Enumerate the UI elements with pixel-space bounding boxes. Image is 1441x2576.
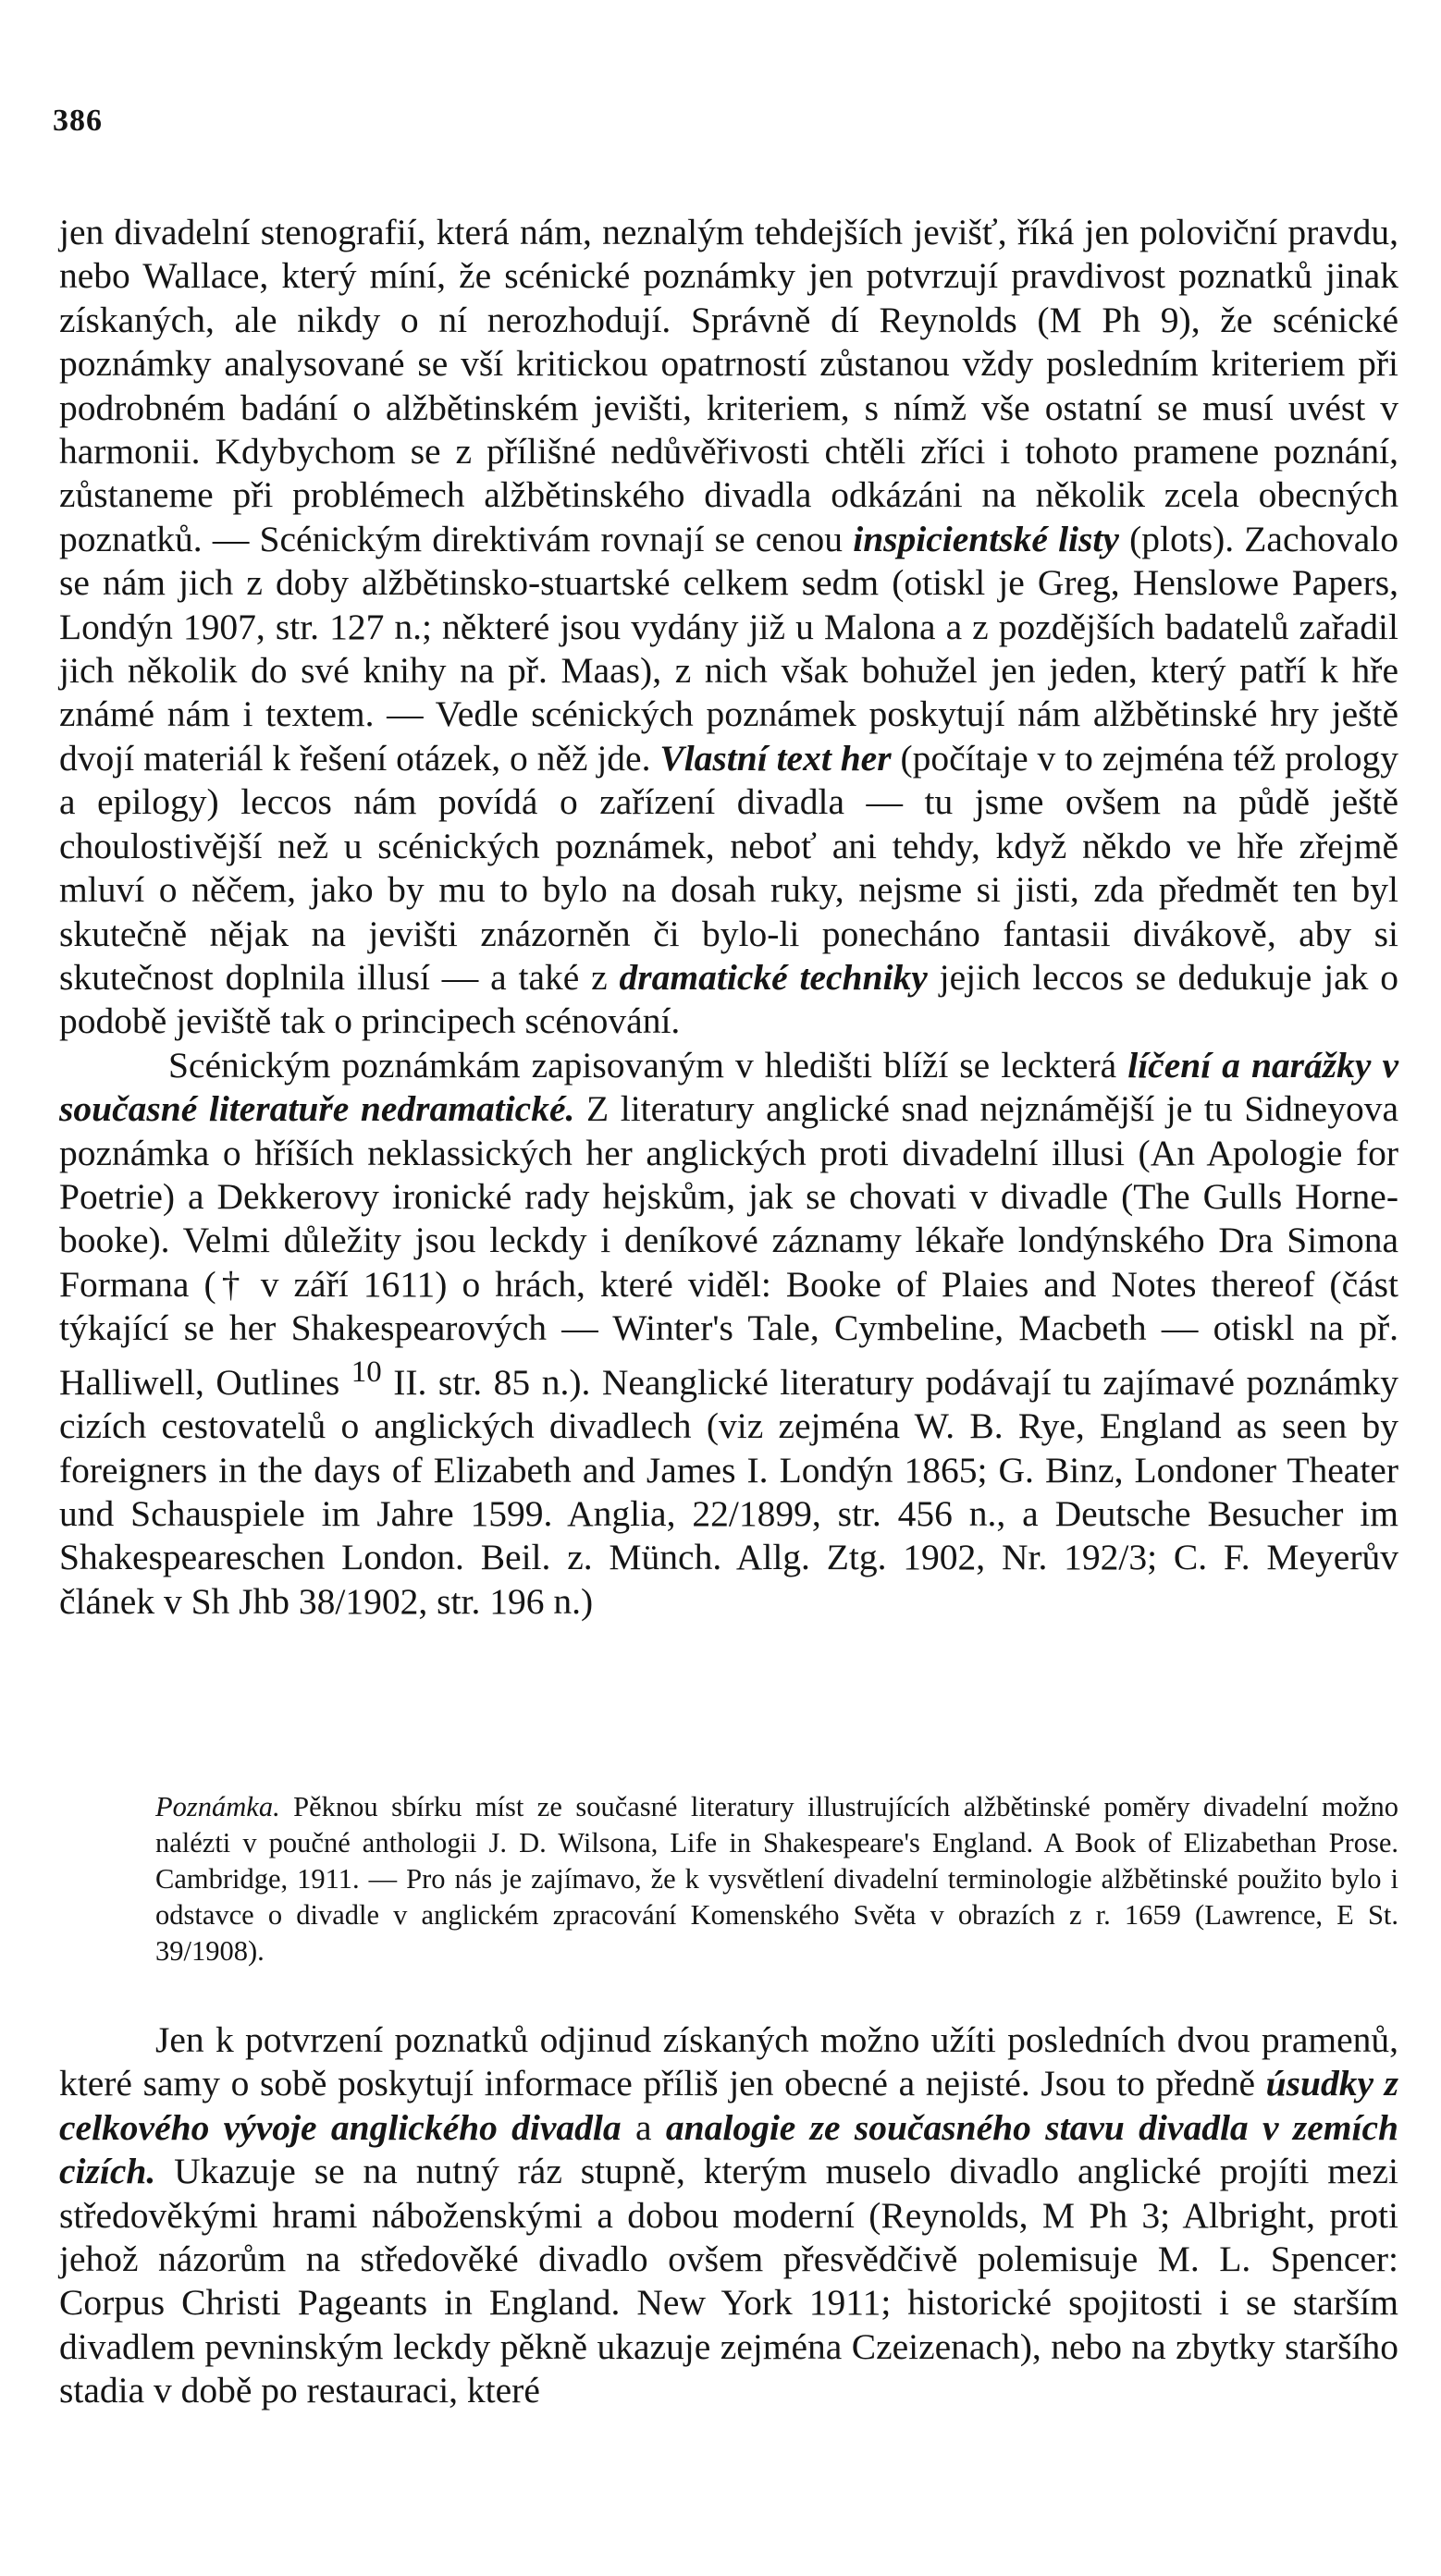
text-run: Jen k potvrzení poznatků odjinud získaných možno užíti posledních dvou pramenů, které samy o sobě poskytují informace příliš jen obecné a nejisté. Jsou to předně [59,2019,1398,2104]
emphasis: Vlastní text her [659,737,892,779]
note-label: Poznámka. [155,1791,280,1822]
main-text [59,211,1398,1624]
text-run: jen divadelní stenografií, která nám, neznalým tehdejších jevišť, říká jen poloviční pravdu, nebo Wallace, který míní, že scénické poznámky jen potvrzují pravdivost poznatků jinak získaných, ale nikdy o ní nerozhodují. Správně dí Reynolds (M Ph 9), že scénické poznámky analysované se vší kritickou opatrností zůstanou vždy posledním kriteriem při podrobném badání o alžbětinském jevišti, kriteriem, s nímž vše ostatní se musí uvést v harmonii. Kdybychom se z přílišné nedůvěřivosti chtěli zříci i tohoto pramene poznání, zůstaneme při problémech alžbětinského divadla odkázáni na několik zcela obecných poznatků. — Scénickým direktivám rovnají se cenou [59,212,1398,559]
main-text-continued [59,2018,1398,2413]
text-run: Z literatury anglické snad nejznámější je tu Sidneyova poznámka o hříších neklassických her anglických proti divadelní illusi (An Apologie for Poetrie) a Dekkerovy ironické rady hejskům, jak se chovati v divadle (The Gulls Horne-booke). Velmi důležity jsou leckdy i deníkové záznamy lékaře londýnského Dra Simona Formana ( [59,1088,1398,1305]
text-run: II. str. 85 n.). Neanglické literatury podávají tu zajímavé poznámky cizích cestovatelů o anglických divadlech (viz zejména W. B. Rye, England as seen by foreigners in the days of Elizabeth and James I. Londýn 1865; G. Binz, Londoner Theater und Schauspiele im Jahre 1599. Anglia, 22/1899, str. 456 n., a Deutsche Besucher im Shakespeareschen London. Beil. z. Münch. Allg. Ztg. 1902, Nr. 192/3; C. F. Meyerův článek v Sh Jhb 38/1902, str. 196 n.) [59,1361,1398,1622]
dagger-symbol: † [216,1263,246,1305]
paragraph-3 [59,2018,1398,2413]
superscript: 10 [351,1355,382,1389]
text-run: a [621,2106,666,2148]
note-paragraph [155,1789,1398,1969]
emphasis: analogie ze současného stavu divadla v zemích cizích. [59,2106,1398,2192]
text-run: Scénickým poznámkám zapisovaným v hledišti blíží se leckterá [168,1044,1128,1086]
text-run: jejich leccos se dedukuje jak o podobě jeviště tak o principech scénování. [59,956,1398,1042]
text-run: (plots). Zachovalo se nám jich z doby alžbětinsko-stuartské celkem sedm (otiskl je Greg, Henslowe Papers, Londýn 1907, str. 127 n.; některé jsou vydány již u Malona a z pozdějších badatelů zařadil jich několik do své knihy na př. Maas), z nich však bohužel jen jeden, který patří k hře známé nám i textem. — Vedle scénických poznámek poskytují nám alžbětinské hry ještě dvojí materiál k řešení otázek, o něž jde. [59,518,1399,779]
text-run: (počítaje v to zejména též prology a epilogy) leccos nám povídá o zařízení divadla — tu jsme ovšem na půdě ještě choulostivější než u scénických poznámek, neboť ani tehdy, když někdo ve hře zřejmě mluví o něčem, jako by mu to bylo na dosah ruky, nejsme si jisti, zda předmět ten byl skutečně nějak na jevišti znázorněn či bylo-li ponecháno fantasii divákově, aby si skutečnost doplnila illusí — a také z [59,737,1398,998]
emphasis: úsudky z celkového vývoje anglického divadla [59,2063,1398,2148]
text-run: v září 1611) o hrách, které viděl: Booke of Plaies and Notes thereof (část týkající se her Shakespearových — Winter's Tale, Cymbeline, Macbeth — otiskl na př. Halliwell, Outlines [59,1263,1399,1403]
paragraph-2 [59,1044,1398,1624]
text-run: Ukazuje se na nutný ráz stupně, kterým muselo divadlo anglické projíti mezi středověkými hrami náboženskými a dobou moderní (Reynolds, M Ph 3; Albright, proti jehož názorům na středověké divadlo ovšem přesvědčivě polemisuje M. L. Spencer: Corpus Christi Pageants in England. New York 1911; historické spojitosti i se starším divadlem pevninským leckdy pěkně ukazuje zejména Czeizenach), nebo na zbytky staršího stadia v době po restauraci, které [59,2151,1398,2411]
note-text: Pěknou sbírku míst ze současné literatury illustrujících alžbětinské poměry divadelní možno nalézti v poučné anthologii J. D. Wilsona, Life in Shakespeare's England. A Book of Elizabethan Prose. Cambridge, 1911. — Pro nás je zajímavo, že k vysvětlení divadelní terminologie alžbětinské použito bylo i odstavce o divadle v anglickém zpracování Komenského Světa v obrazích z r. 1659 (Lawrence, E St. 39/1908). [155,1791,1398,1968]
emphasis: inspicientské listy [853,518,1119,559]
emphasis: líčení a narážky v současné literatuře nedramatické. [59,1044,1398,1130]
paragraph-1 [59,211,1398,1044]
emphasis: dramatické techniky [619,956,928,998]
page-number: 386 [53,104,103,138]
